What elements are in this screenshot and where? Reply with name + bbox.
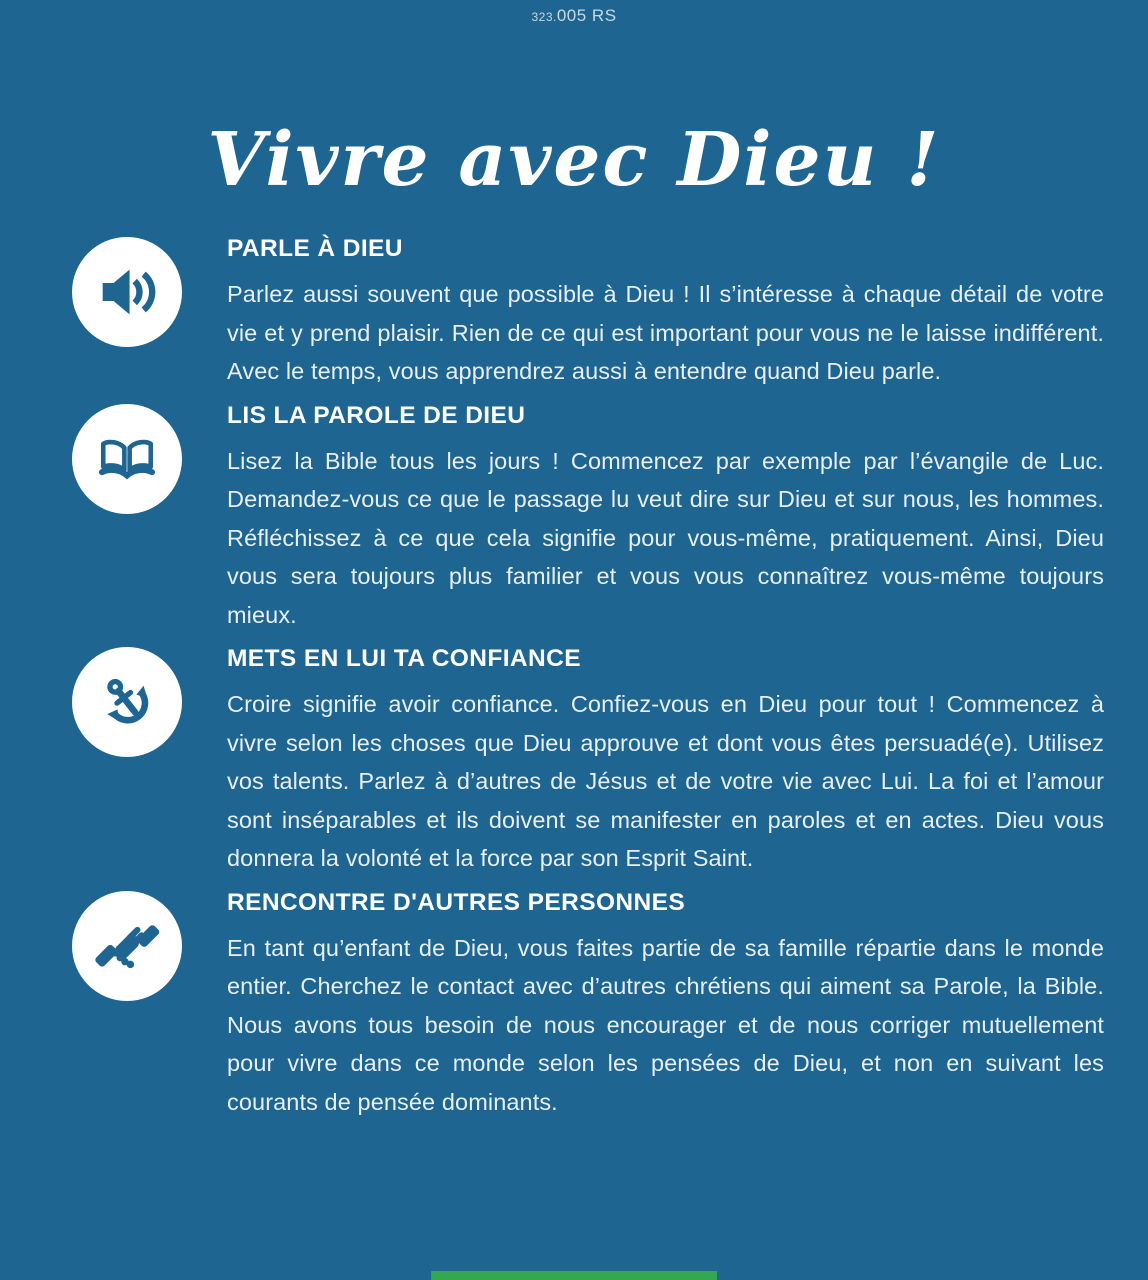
section-text <box>227 235 1104 391</box>
section-heading: METS EN LUI TA CONFIANCE <box>227 645 581 673</box>
section-body: En tant qu’enfant de Dieu, vous faites partie de sa famille répartie dans le monde entier. Cherchez le contact avec d’autres chrétiens qui aiment sa Parole, la Bible. Nous avons tous besoin de nous encourager et de nous corriger mutuellement pour vivre dans ce monde selon les pensées de Dieu, et non en suivant les courants de pensée dominants. <box>227 934 1104 1115</box>
anchor-icon <box>72 647 182 757</box>
section-text <box>227 402 1104 635</box>
document-code <box>0 6 1148 26</box>
section-body: Parlez aussi souvent que possible à Dieu ! Il s’intéresse à chaque détail de votre vie et y prend plaisir. Rien de ce qui est important pour vous ne le laisse indifférent. Avec le temps, vous apprendrez aussi à entendre quand Dieu parle. <box>227 281 1104 385</box>
section-body: Lisez la Bible tous les jours ! Commencez par exemple par l’évangile de Luc. Demandez-vous ce que le passage lu veut dire sur Dieu et sur nous, les hommes. Réfléchissez à ce que cela signifie pour vous-même, pratiquement. Ainsi, Dieu vous sera toujours plus familier et vous vous connaîtrez vous-même toujours mieux. <box>227 447 1104 628</box>
open-book-icon <box>72 404 182 514</box>
section-heading: RENCONTRE D'AUTRES PERSONNES <box>227 888 686 916</box>
section-parle-a-dieu <box>72 235 1104 391</box>
section-lis-la-parole <box>72 402 1104 635</box>
section-text <box>227 889 1104 1122</box>
section-body: Croire signifie avoir confiance. Confiez-vous en Dieu pour tout ! Commencez à vivre selon les choses que Dieu approuve et dont vous êtes persuadé(e). Utilisez vos talents. Parlez à d’autres de Jésus et de votre vie avec Lui. La foi et l’amour sont inséparables et ils doivent se manifester en paroles et en actes. Dieu vous donnera la volonté et la force par son Esprit Saint. <box>227 691 1104 872</box>
bottom-accent-bar <box>431 1271 717 1280</box>
document-code-prefix: 323. <box>531 10 557 24</box>
document-code-main: 005 RS <box>556 6 617 25</box>
section-text <box>227 645 1104 878</box>
speaker-icon <box>72 237 182 347</box>
handshake-icon <box>72 891 182 1001</box>
sections-list <box>0 235 1148 1121</box>
section-heading: PARLE À DIEU <box>227 235 403 263</box>
section-heading: LIS LA PAROLE DE DIEU <box>227 401 526 429</box>
section-rencontre-personnes <box>72 889 1104 1122</box>
section-mets-ta-confiance <box>72 645 1104 878</box>
page-title: Vivre avec Dieu ! <box>207 117 941 203</box>
